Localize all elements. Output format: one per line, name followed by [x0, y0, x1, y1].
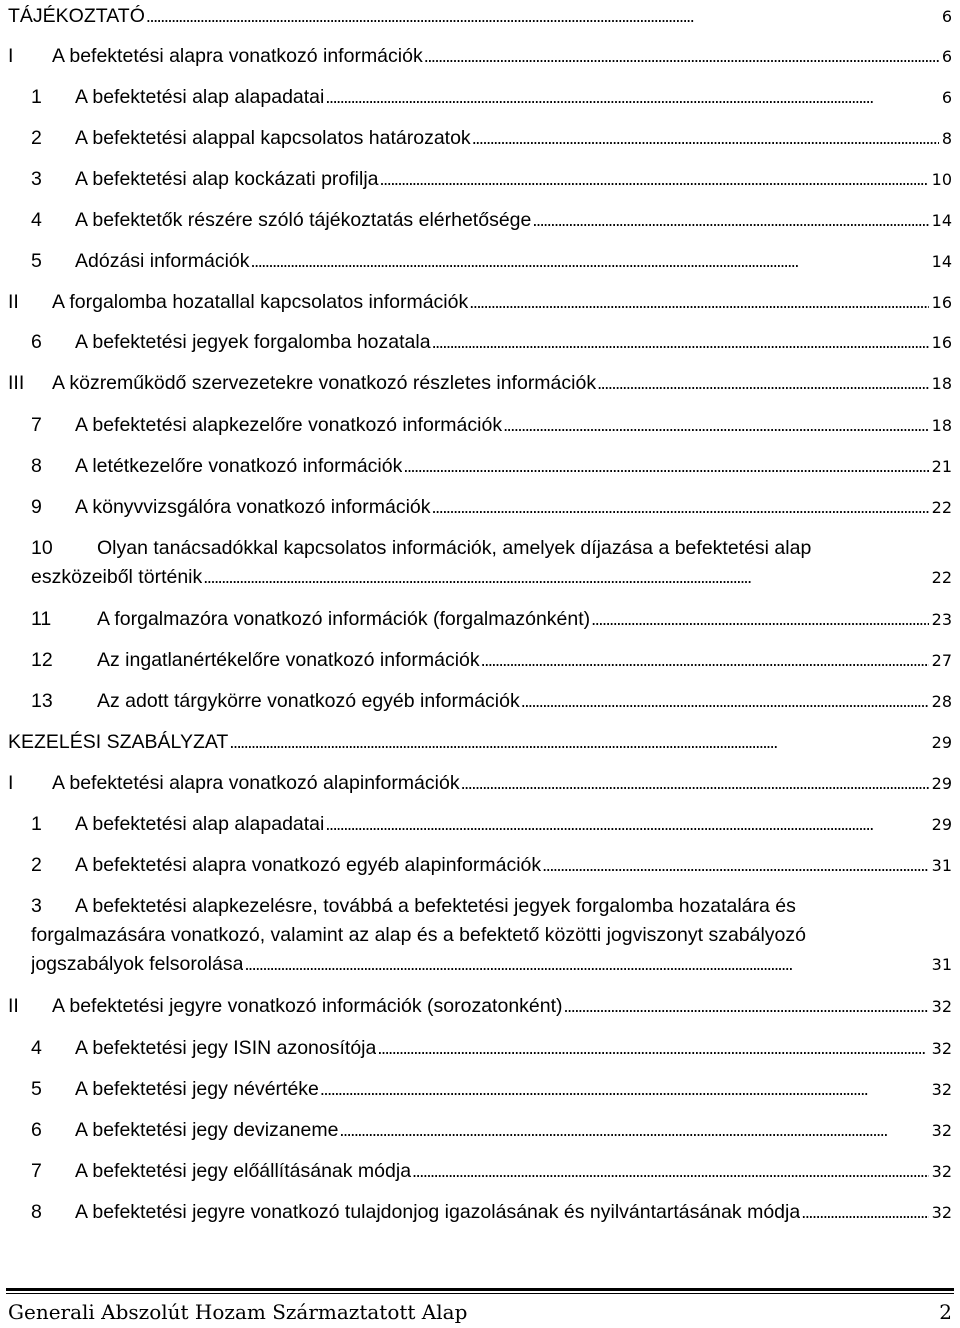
- toc-entry[interactable]: [0, 124, 952, 153]
- toc-page-number: 31: [931, 955, 952, 974]
- toc-entry[interactable]: [0, 1198, 952, 1227]
- toc-page-number: 32: [931, 1203, 952, 1222]
- toc-title: KEZELÉSI SZABÁLYZAT: [8, 731, 229, 753]
- toc-leader-dots: [325, 810, 928, 839]
- toc-page-number: 29: [931, 733, 952, 752]
- toc-page-number: 14: [931, 252, 952, 271]
- toc-page-number: 31: [931, 856, 952, 875]
- toc-leader-dots: [412, 1157, 929, 1186]
- toc-leader-dots: [424, 42, 939, 71]
- toc-page-number: 6: [941, 47, 952, 66]
- toc-entry[interactable]: [0, 206, 952, 235]
- toc-leader-dots: [461, 769, 929, 798]
- toc-page-number: 14: [931, 211, 952, 230]
- toc-entry[interactable]: [0, 810, 952, 839]
- toc-entry[interactable]: [0, 369, 952, 398]
- toc-leader-dots: [339, 1116, 928, 1145]
- toc-entry[interactable]: [0, 851, 952, 880]
- toc-page-number: 27: [931, 651, 952, 670]
- toc-entry[interactable]: [0, 1034, 952, 1063]
- toc-number: 6: [31, 331, 42, 353]
- toc-title: Az adott tárgykörre vonatkozó egyéb információk: [97, 690, 520, 712]
- toc-title: A befektetési alapra vonatkozó alapinformációk: [52, 772, 460, 794]
- toc-page-number: 21: [931, 457, 952, 476]
- toc-page-number: 28: [931, 692, 952, 711]
- toc-title: A forgalomba hozatallal kapcsolatos információk: [52, 291, 469, 313]
- toc-number: 5: [31, 250, 42, 272]
- toc-number: I: [8, 772, 14, 794]
- toc-title: A befektetők részére szóló tájékoztatás elérhetősége: [75, 209, 532, 231]
- toc-entry[interactable]: [0, 247, 952, 276]
- toc-entry[interactable]: [0, 2, 952, 31]
- toc-leader-dots: [251, 247, 929, 276]
- toc-title: TÁJÉKOZTATÓ: [8, 5, 145, 27]
- toc-number: 2: [31, 127, 42, 149]
- toc-number: III: [8, 372, 25, 394]
- toc-title: A befektetési jegy névértéke: [75, 1078, 319, 1100]
- toc-entry[interactable]: [0, 83, 952, 112]
- toc-entry[interactable]: [0, 452, 952, 481]
- toc-leader-dots: [146, 2, 939, 31]
- toc-leader-dots: [521, 687, 929, 716]
- toc-page-number: 29: [931, 774, 952, 793]
- toc-entry-line: [0, 534, 952, 563]
- toc-number: 1: [31, 813, 42, 835]
- toc-number: 1: [31, 86, 42, 108]
- toc-leader-dots: [532, 206, 928, 235]
- toc-page-number: 32: [931, 1162, 952, 1181]
- toc-leader-dots: [472, 124, 939, 153]
- toc-entry[interactable]: [0, 687, 952, 716]
- footer-document-title: Generali Abszolút Hozam Származtatott Alap: [8, 1300, 468, 1324]
- toc-page-number: 22: [931, 568, 952, 587]
- toc-page-number: 18: [931, 416, 952, 435]
- toc-title: A közreműködő szervezetekre vonatkozó részletes információk: [52, 372, 597, 394]
- toc-number: 13: [31, 690, 53, 712]
- toc-title: Az ingatlanértékelőre vonatkozó információk: [97, 649, 480, 671]
- toc-title: A befektetési alapra vonatkozó információk: [52, 45, 423, 67]
- toc-number: 4: [31, 1037, 42, 1059]
- toc-number: 3: [31, 895, 42, 917]
- toc-entry[interactable]: [0, 328, 952, 357]
- toc-number: 7: [31, 414, 42, 436]
- toc-title: A befektetési alapra vonatkozó egyéb alapinformációk: [75, 854, 542, 876]
- toc-leader-dots: [244, 950, 928, 979]
- toc-title: A letétkezelőre vonatkozó információk: [75, 455, 403, 477]
- toc-number: 8: [31, 1201, 42, 1223]
- toc-entry[interactable]: [0, 493, 952, 522]
- toc-number: 3: [31, 168, 42, 190]
- toc-title: Olyan tanácsadókkal kapcsolatos információk, amelyek díjazása a befektetési alap: [97, 537, 812, 559]
- toc-number: 7: [31, 1160, 42, 1182]
- toc-leader-dots: [403, 452, 928, 481]
- toc-title: A forgalmazóra vonatkozó információk (forgalmazónként): [97, 608, 591, 630]
- toc-page-number: 32: [931, 1121, 952, 1140]
- toc-entry[interactable]: [0, 892, 952, 979]
- toc-page-number: 10: [931, 170, 952, 189]
- toc-page-number: 29: [931, 815, 952, 834]
- toc-title: A befektetési alappal kapcsolatos határozatok: [75, 127, 471, 149]
- footer-divider-thin: [6, 1293, 954, 1294]
- toc-page-number: 22: [931, 498, 952, 517]
- toc-title: A befektetési jegy ISIN azonosítója: [75, 1037, 377, 1059]
- toc-title: A befektetési jegy előállításának módja: [75, 1160, 412, 1182]
- toc-page-number: 16: [931, 293, 952, 312]
- toc-entry-line: [0, 892, 952, 921]
- toc-leader-dots: [203, 563, 928, 592]
- toc-entry[interactable]: [0, 769, 952, 798]
- footer-divider: [6, 1288, 954, 1291]
- toc-title: A befektetési jegyek forgalomba hozatala: [75, 331, 431, 353]
- toc-leader-dots: [564, 992, 929, 1021]
- toc-number: 6: [31, 1119, 42, 1141]
- toc-leader-dots: [469, 288, 928, 317]
- toc-title: A befektetési alapkezelésre, továbbá a befektetési jegyek forgalomba hozatalára és: [75, 895, 796, 917]
- toc-entry[interactable]: [0, 288, 952, 317]
- toc-number: 2: [31, 854, 42, 876]
- toc-page-number: 6: [941, 7, 952, 26]
- toc-number: 9: [31, 496, 42, 518]
- toc-page-number: 32: [931, 997, 952, 1016]
- toc-page-number: 8: [941, 129, 952, 148]
- toc-title: A befektetési alap alapadatai: [75, 86, 325, 108]
- toc-title: A befektetési jegyre vonatkozó tulajdonjog igazolásának és nyilvántartásának módja: [75, 1201, 801, 1223]
- toc-leader-dots: [320, 1075, 929, 1104]
- toc-leader-dots: [503, 411, 929, 440]
- toc-leader-dots: [801, 1198, 928, 1227]
- toc-page-number: 18: [931, 374, 952, 393]
- toc-number: II: [8, 291, 19, 313]
- toc-entry[interactable]: [0, 728, 952, 757]
- toc-leader-dots: [481, 646, 929, 675]
- toc-entry[interactable]: [0, 992, 952, 1021]
- toc-number: II: [8, 995, 19, 1017]
- toc-leader-dots: [380, 165, 929, 194]
- toc-title: A befektetési alap kockázati profilja: [75, 168, 379, 190]
- toc-entry[interactable]: [0, 534, 952, 592]
- toc-page-number: 32: [931, 1039, 952, 1058]
- toc-number: 10: [31, 537, 53, 559]
- toc-leader-dots: [325, 83, 938, 112]
- toc-title: A befektetési jegyre vonatkozó információk (sorozatonként): [52, 995, 563, 1017]
- toc-title: Adózási információk: [75, 250, 250, 272]
- toc-entry[interactable]: [0, 605, 952, 634]
- toc-leader-dots: [229, 728, 928, 757]
- toc-number: 8: [31, 455, 42, 477]
- toc-leader-dots: [597, 369, 929, 398]
- toc-leader-dots: [591, 605, 928, 634]
- toc-page-number: 32: [931, 1080, 952, 1099]
- footer-page-number: 2: [939, 1300, 952, 1324]
- toc-leader-dots: [377, 1034, 928, 1063]
- toc-leader-dots: [432, 328, 929, 357]
- toc-entry[interactable]: [0, 1116, 952, 1145]
- toc-number: 5: [31, 1078, 42, 1100]
- toc-title: A befektetési jegy devizaneme: [75, 1119, 339, 1141]
- toc-number: 4: [31, 209, 42, 231]
- toc-entry[interactable]: [0, 411, 952, 440]
- toc-entry[interactable]: [0, 646, 952, 675]
- toc-title: A könyvvizsgálóra vonatkozó információk: [75, 496, 431, 518]
- toc-page-number: 16: [931, 333, 952, 352]
- toc-title-continuation: forgalmazására vonatkozó, valamint az alap és a befektető közötti jogviszonyt szabályozó: [31, 924, 807, 946]
- toc-title-continuation: eszközeiből történik: [31, 566, 203, 588]
- toc-title: A befektetési alapkezelőre vonatkozó információk: [75, 414, 503, 436]
- toc-number: 12: [31, 649, 53, 671]
- toc-entry[interactable]: [0, 1075, 952, 1104]
- toc-page-number: 23: [931, 610, 952, 629]
- toc-leader-dots: [432, 493, 929, 522]
- toc-entry[interactable]: [0, 165, 952, 194]
- toc-title-continuation: jogszabályok felsorolása: [31, 953, 244, 975]
- toc-entry[interactable]: [0, 42, 952, 71]
- toc-page-number: 6: [941, 88, 952, 107]
- toc-entry[interactable]: [0, 1157, 952, 1186]
- toc-number: 11: [31, 608, 52, 630]
- toc-number: I: [8, 45, 14, 67]
- toc-title: A befektetési alap alapadatai: [75, 813, 325, 835]
- toc-leader-dots: [542, 851, 929, 880]
